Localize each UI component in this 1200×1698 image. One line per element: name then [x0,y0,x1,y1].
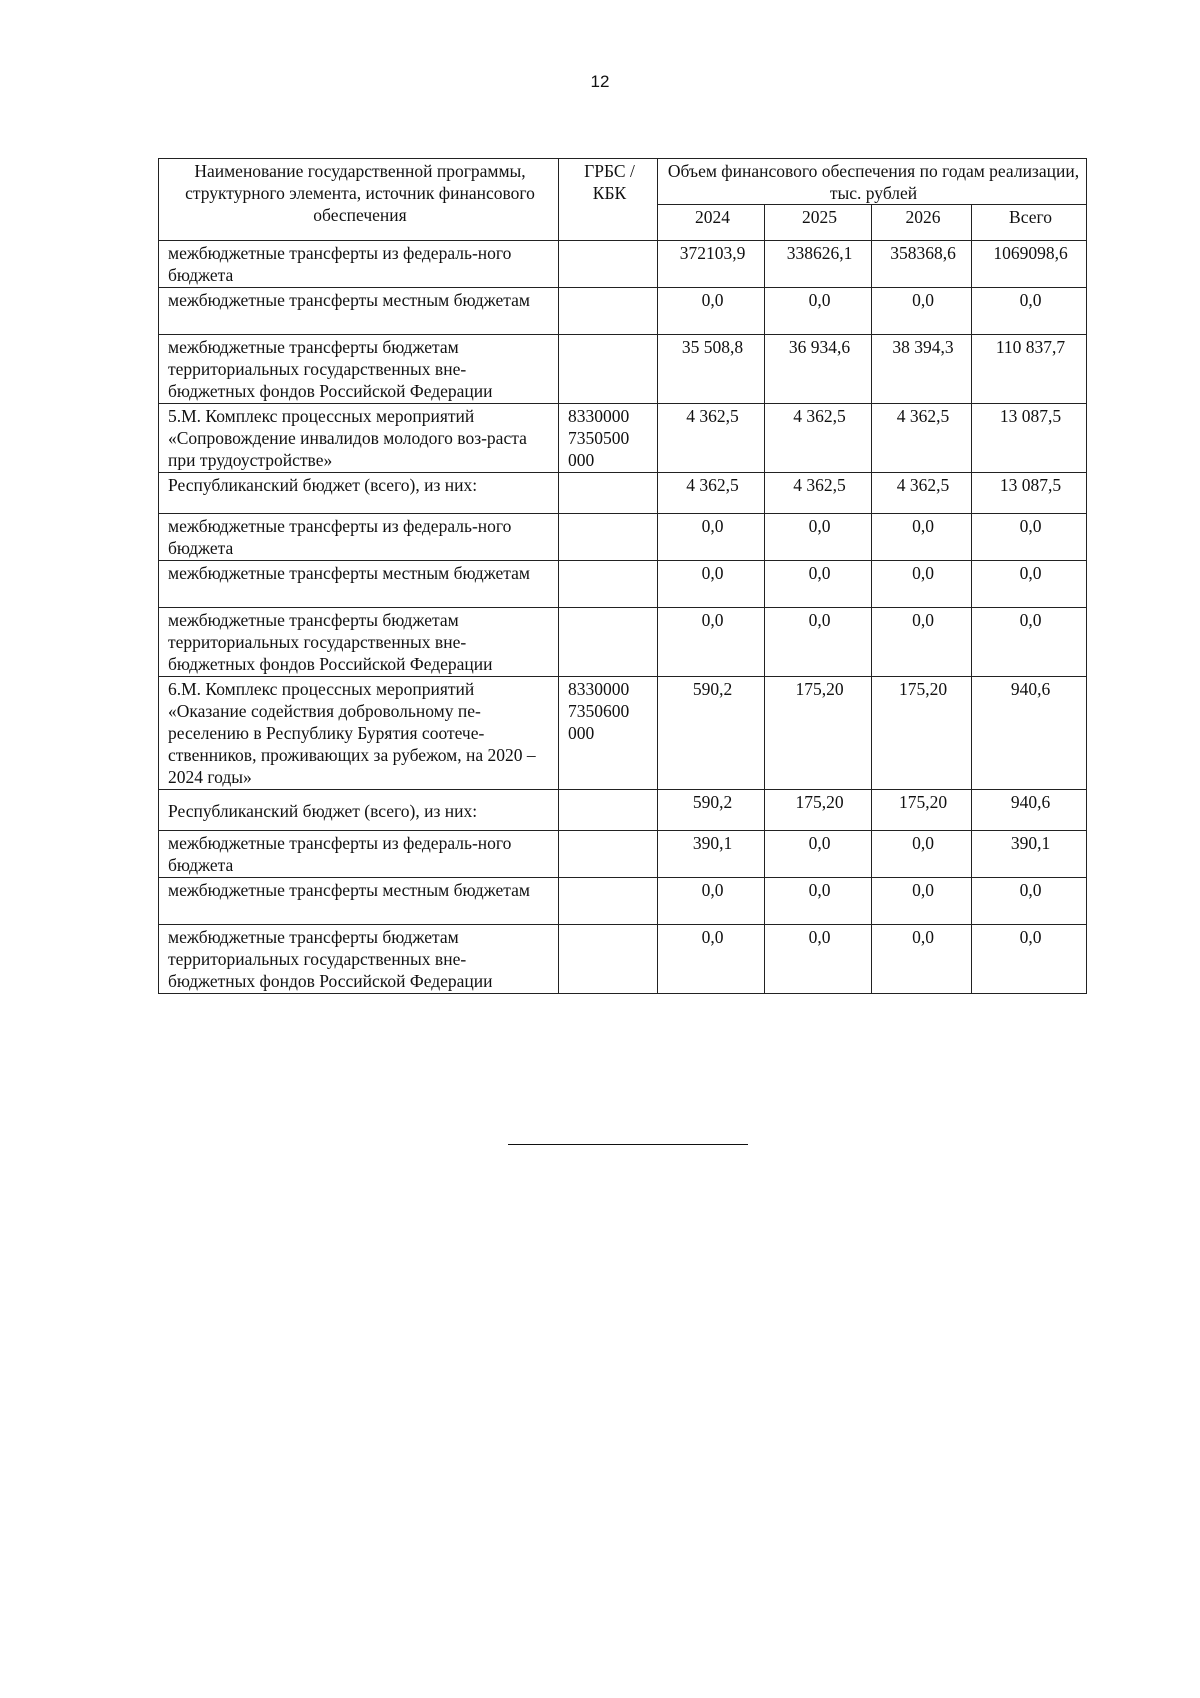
closing-rule-divider [508,1144,748,1145]
row-value-2025: 4 362,5 [765,404,872,473]
header-volume: Объем финансового обеспечения по годам реализации, тыс. рублей [658,159,1087,205]
row-value-2024: 0,0 [658,608,765,677]
row-value-total: 13 087,5 [972,404,1087,473]
row-name: межбюджетные трансферты бюджетам территориальных государственных вне-бюджетных фондов Российской Федерации [159,335,559,404]
row-name: межбюджетные трансферты из федераль-ного бюджета [159,514,559,561]
row-value-2025: 0,0 [765,831,872,878]
table-row [159,404,1087,473]
row-value-2025: 0,0 [765,561,872,608]
table-row [159,608,1087,677]
row-value-total: 0,0 [972,514,1087,561]
row-code [559,288,658,335]
table-row [159,241,1087,288]
row-value-total: 0,0 [972,561,1087,608]
row-value-2024: 4 362,5 [658,473,765,514]
row-value-2024: 372103,9 [658,241,765,288]
row-value-2024: 390,1 [658,831,765,878]
row-value-total: 110 837,7 [972,335,1087,404]
row-code [559,514,658,561]
table-row [159,925,1087,994]
row-code [559,925,658,994]
header-year-2026: 2026 [872,205,972,241]
table-row [159,790,1087,831]
row-value-2025: 175,20 [765,790,872,831]
row-value-total: 1069098,6 [972,241,1087,288]
row-code [559,335,658,404]
row-value-2026: 0,0 [872,878,972,925]
row-value-2024: 0,0 [658,561,765,608]
row-code [559,878,658,925]
header-grbs: ГРБС /КБК [559,159,658,241]
table-header-row [159,159,1087,205]
row-value-2025: 0,0 [765,288,872,335]
page-number: 12 [590,72,610,91]
row-code: 8330000 7350500 000 [559,404,658,473]
row-value-2026: 0,0 [872,831,972,878]
row-name: межбюджетные трансферты местным бюджетам [159,878,559,925]
row-value-total: 390,1 [972,831,1087,878]
row-value-2025: 0,0 [765,608,872,677]
financing-table [158,158,1087,994]
row-value-2026: 0,0 [872,288,972,335]
row-value-2024: 0,0 [658,288,765,335]
row-code [559,241,658,288]
row-value-2026: 38 394,3 [872,335,972,404]
table-row [159,878,1087,925]
row-value-2024: 35 508,8 [658,335,765,404]
header-year-2024: 2024 [658,205,765,241]
row-value-2024: 0,0 [658,878,765,925]
row-value-2025: 36 934,6 [765,335,872,404]
row-name: межбюджетные трансферты бюджетам территориальных государственных вне-бюджетных фондов Российской Федерации [159,925,559,994]
row-value-2026: 358368,6 [872,241,972,288]
row-value-total: 13 087,5 [972,473,1087,514]
table-row [159,561,1087,608]
table-row [159,473,1087,514]
row-value-2024: 0,0 [658,925,765,994]
header-total: Всего [972,205,1087,241]
row-value-2026: 4 362,5 [872,404,972,473]
row-name: межбюджетные трансферты местным бюджетам [159,288,559,335]
row-value-2026: 0,0 [872,514,972,561]
row-value-2025: 0,0 [765,514,872,561]
table-row [159,288,1087,335]
row-value-2026: 175,20 [872,677,972,790]
row-value-2025: 338626,1 [765,241,872,288]
row-code [559,561,658,608]
table-row [159,514,1087,561]
row-value-2026: 175,20 [872,790,972,831]
row-value-2024: 590,2 [658,790,765,831]
row-name: 5.М. Комплекс процессных мероприятий «Сопровождение инвалидов молодого воз-раста при трудоустройстве» [159,404,559,473]
row-name: 6.М. Комплекс процессных мероприятий «Оказание содействия добровольному пе-реселению в Республику Бурятия соотече-ственников, проживающих за рубежом, на 2020 – 2024 годы» [159,677,559,790]
header-year-2025: 2025 [765,205,872,241]
row-value-2026: 0,0 [872,608,972,677]
row-value-total: 940,6 [972,677,1087,790]
row-name: межбюджетные трансферты из федераль-ного бюджета [159,241,559,288]
table-row [159,831,1087,878]
row-value-2024: 590,2 [658,677,765,790]
row-value-total: 0,0 [972,608,1087,677]
row-code [559,831,658,878]
row-value-2026: 0,0 [872,925,972,994]
row-value-2025: 0,0 [765,925,872,994]
row-value-2024: 0,0 [658,514,765,561]
row-value-2026: 4 362,5 [872,473,972,514]
table-row [159,335,1087,404]
row-value-2025: 0,0 [765,878,872,925]
row-value-2024: 4 362,5 [658,404,765,473]
row-name: межбюджетные трансферты бюджетам территориальных государственных вне-бюджетных фондов Российской Федерации [159,608,559,677]
row-code [559,790,658,831]
row-value-total: 0,0 [972,925,1087,994]
row-code [559,608,658,677]
row-value-total: 0,0 [972,288,1087,335]
row-value-2026: 0,0 [872,561,972,608]
row-code [559,473,658,514]
row-name: Республиканский бюджет (всего), из них: [159,473,559,514]
header-name: Наименование государственной программы, структурного элемента, источник финансового обеспечения [159,159,559,241]
row-name: межбюджетные трансферты из федераль-ного бюджета [159,831,559,878]
row-value-total: 0,0 [972,878,1087,925]
row-value-2025: 175,20 [765,677,872,790]
row-name: межбюджетные трансферты местным бюджетам [159,561,559,608]
row-name: Республиканский бюджет (всего), из них: [159,790,559,831]
row-code: 8330000 7350600 000 [559,677,658,790]
row-value-total: 940,6 [972,790,1087,831]
row-value-2025: 4 362,5 [765,473,872,514]
table-row [159,677,1087,790]
